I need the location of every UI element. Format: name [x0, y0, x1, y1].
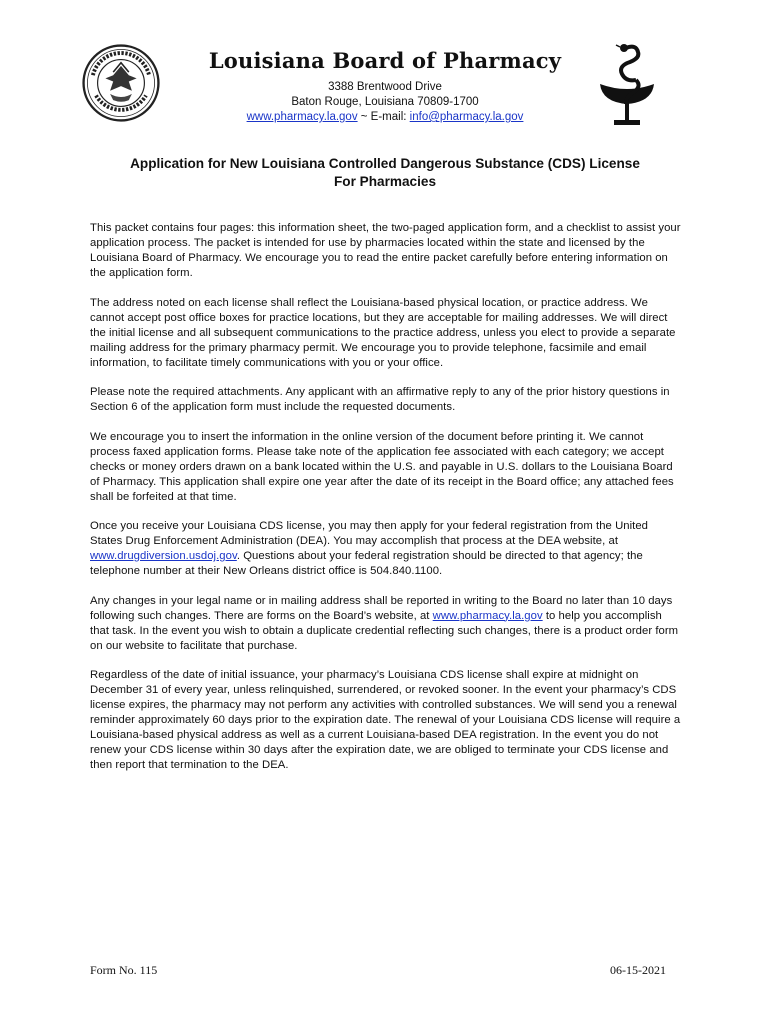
form-number: Form No. 115: [90, 963, 158, 977]
document-title: [90, 155, 680, 191]
paragraph-expiration: Regardless of the date of initial issuance, your pharmacy’s Louisiana CDS license shall expire at midnight on December 31 of every year, unless relinquished, surrendered, or revoked sooner. In the event your pharmacy’s CDS license expires, the pharmacy may not perform any activities with controlled substances. We will send you a renewal reminder approximately 60 days prior to the expiration date. The renewal of your Louisiana CDS license will require a Louisiana-based physical address as well as a current Louisiana-based DEA registration. In the event you do not renew your CDS license within 30 days after the expiration date, we are obliged to terminate your CDS license and then report that termination to the DEA.: [90, 669, 681, 771]
paragraph-attachments: Please note the required attachments. Any applicant with an affirmative reply to any of the prior history questions in Section 6 of the application form must include the requested documents.: [90, 386, 670, 413]
address-line-city: Baton Rouge, Louisiana 70809-1700: [291, 96, 479, 108]
state-seal-icon: [82, 44, 160, 122]
paragraph-dea: [90, 519, 682, 579]
document-title-line1: Application for New Louisiana Controlled Dangerous Substance (CDS) License: [130, 156, 640, 171]
paragraph-changes: [90, 594, 682, 654]
paragraph-changes-text-b: to help you accomplish that task. In the event you wish to obtain a duplicate credential reflecting such changes, there is a product order form on our website to facilitate that purchase.: [90, 609, 679, 652]
form-date: 06-15-2021: [610, 963, 666, 977]
paragraph-dea-text-b: . Questions about your federal registration should be directed to that agency; the telephone number at their New Orleans district office is 504.840.1100.: [90, 550, 643, 577]
board-website-link[interactable]: www.pharmacy.la.gov: [432, 609, 543, 622]
email-link[interactable]: info@pharmacy.la.gov: [409, 111, 524, 123]
paragraph-changes-text-a: Any changes in your legal name or in mailing address shall be reported in writing to the Board no later than 10 days following such changes. There are forms on the Board’s website, at: [90, 594, 673, 622]
bowl-of-hygieia-icon: [596, 42, 658, 128]
contact-separator: ~ E-mail:: [357, 111, 410, 123]
paragraph-packet-contents: This packet contains four pages: this information sheet, the two-paged application form, and a checklist to assist your application process. The packet is intended for use by pharmacies located within the state and licensed by the Louisiana Board of Pharmacy. We encourage you to read the entire packet carefully before entering information on the application form.: [90, 222, 681, 279]
paragraph-dea-text-a: Once you receive your Louisiana CDS license, you may then apply for your federal registration from the United States Drug Enforcement Administration (DEA). You may accomplish that process at the DEA website, at: [90, 520, 649, 547]
board-name: Louisiana Board of Pharmacy: [208, 48, 562, 73]
document-title-line2: For Pharmacies: [334, 174, 436, 189]
paragraph-address: The address noted on each license shall reflect the Louisiana-based physical location, or practice address. We cannot accept post office boxes for practice locations, but they are acceptable for mailing addresses. We will direct the initial license and all subsequent communications to the practice address, unless you elect to provide a separate mailing address for the primary pharmacy permit. We encourage you to provide telephone, facsimile and email information, to facilitate timely communications with you or your office.: [90, 296, 676, 369]
website-link[interactable]: www.pharmacy.la.gov: [246, 111, 358, 123]
document-body: [90, 221, 682, 788]
dea-website-link[interactable]: www.drugdiversion.usdoj.gov: [90, 550, 237, 562]
address-line-street: 3388 Brentwood Drive: [328, 81, 442, 93]
letterhead: [170, 48, 600, 125]
contact-line: [170, 110, 600, 125]
paragraph-fees: We encourage you to insert the information in the online version of the document before printing it. We cannot process faxed application forms. Please take note of the application fee associated with each category; we accept checks or money orders drawn on a bank located within the U.S. and payable in U.S. dollars to the Louisiana Board of Pharmacy. This application shall expire one year after the date of its receipt in the Board office; any attached fees shall be forfeited at that time.: [90, 430, 674, 503]
